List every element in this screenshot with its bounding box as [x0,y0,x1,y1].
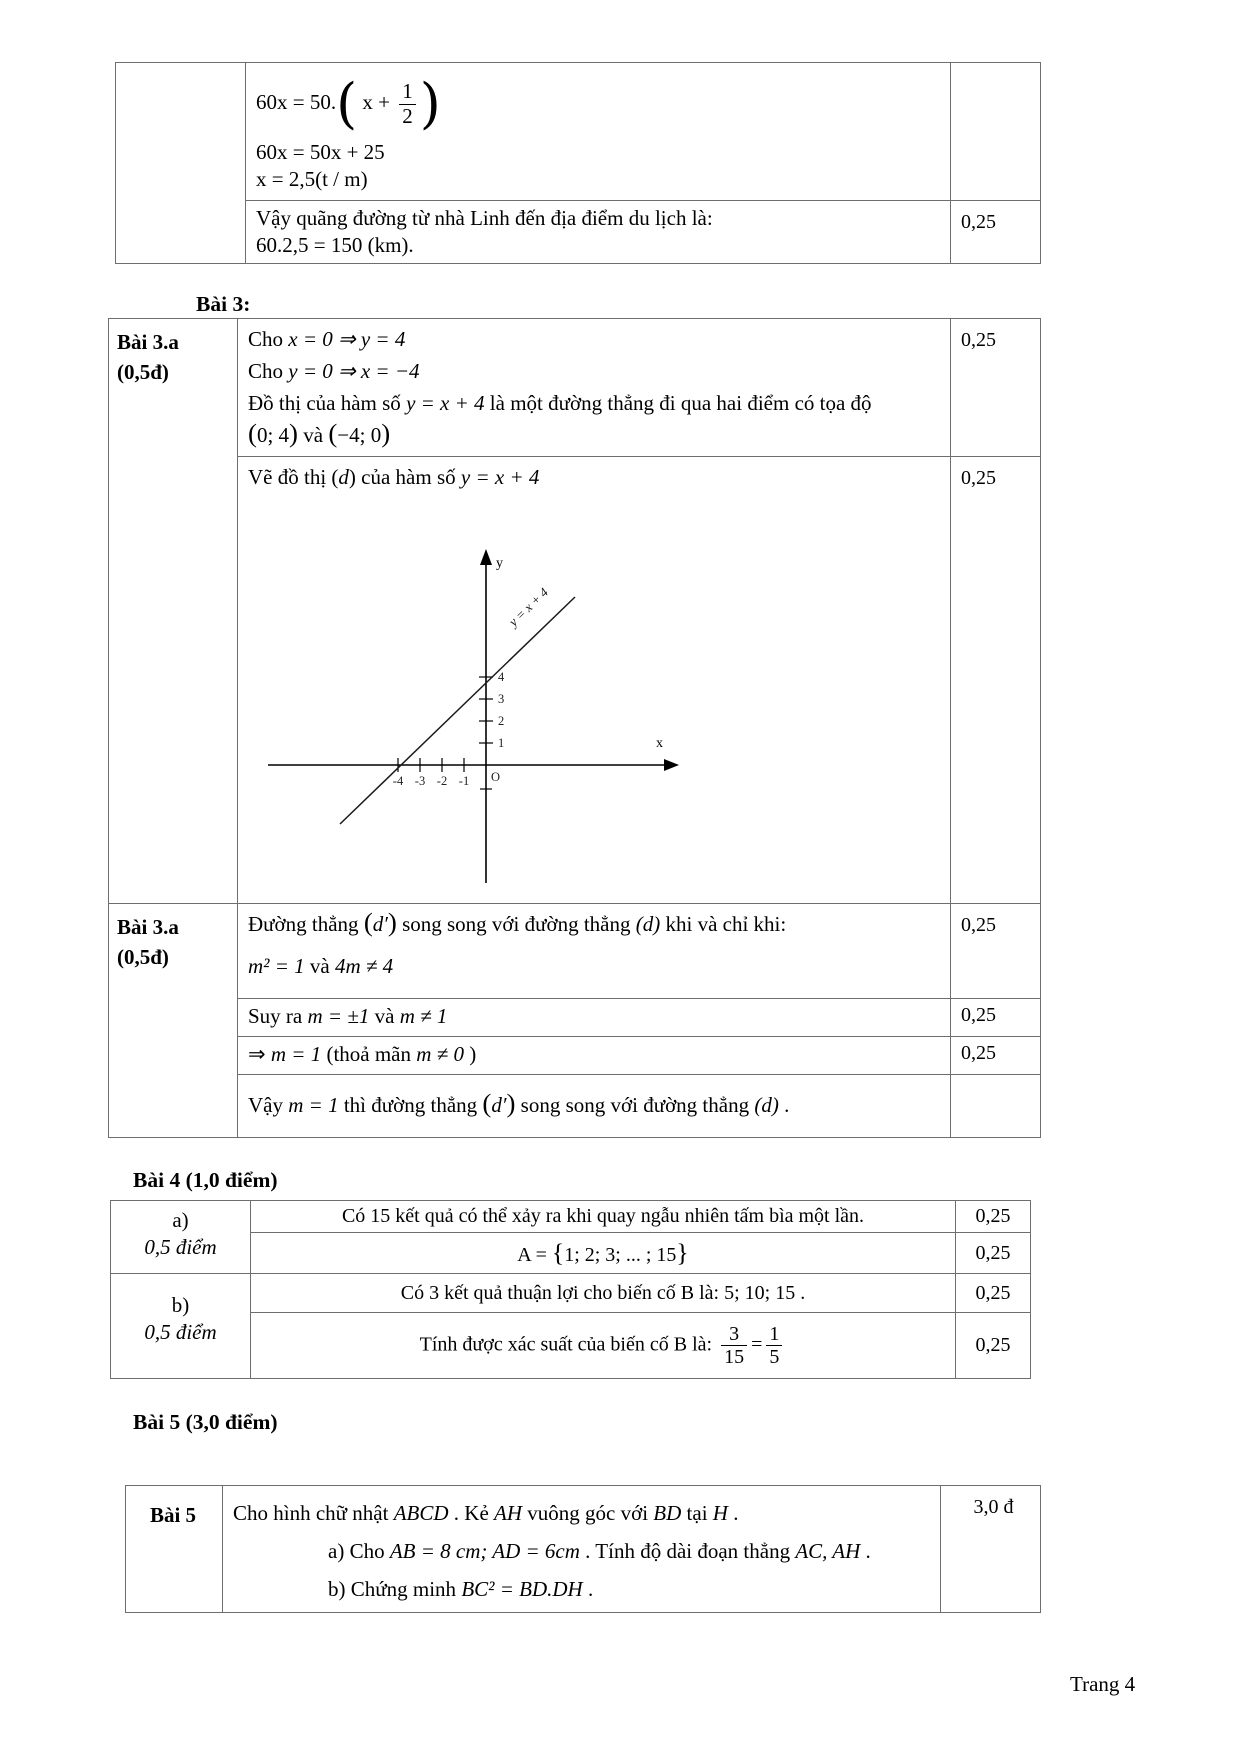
solution-content-cell [238,1075,951,1138]
solution-table-continuation [115,62,1041,264]
text-segment: Có 15 kết quả có thể xảy ra khi quay ngẫu nhiên tấm bìa một lần. [341,1205,865,1227]
bai4a-label-cell [111,1201,251,1274]
fraction-denominator: 5 [766,1345,782,1368]
score-cell: 0,25 [956,1274,1031,1313]
y-tick-label: 2 [498,714,505,728]
function-graph [248,497,688,889]
problem-content-cell [223,1486,941,1613]
fraction-numerator: 1 [402,79,413,104]
equation-line: x = 2,5(t / m) [256,167,368,191]
bai3b-label-cell [109,904,238,1138]
solution-content-cell [251,1233,956,1274]
empty-label-cell [116,63,246,264]
solution-line [259,1205,947,1228]
text-segment: m² = 1 [248,954,305,978]
fraction [766,1323,782,1369]
text-segment: và [369,1004,400,1028]
solution-line [248,355,940,387]
bai5-label-cell: Bài 5 [126,1486,223,1613]
text-segment: . Kẻ [448,1501,495,1525]
fraction-denominator: 2 [399,104,416,129]
solution-line [248,323,940,355]
text-segment: m ≠ 1 [399,1004,448,1028]
fraction-numerator: 1 [769,1322,780,1345]
text-segment: ( [248,418,257,448]
solution-content-cell [251,1313,956,1379]
table-row [111,1274,1031,1313]
text-segment: và [304,954,335,978]
text-segment: Có 3 kết quả thuận lợi cho biến cố B là: [400,1281,725,1304]
solution-content-cell [238,319,951,457]
text-segment: (thoả mãn [321,1042,417,1066]
score-cell [951,1075,1041,1138]
bai3a-label-cell [109,319,238,904]
table-row [126,1486,1041,1613]
fraction [721,1323,747,1369]
fraction-numerator: 3 [729,1322,740,1345]
graph-content-cell [238,457,951,904]
table-row [109,457,1041,904]
text-segment: AC, AH [795,1539,861,1563]
fraction [399,80,416,128]
x-tick-label: -1 [458,774,470,788]
bai4a-points: 0,5 điểm [144,1235,217,1259]
solution-line [248,1089,940,1121]
conclusion-equation: 60.2,5 = 150 (km). [256,233,414,257]
text-segment: . [860,1539,871,1563]
solution-line [248,1041,940,1068]
text-segment: a) Cho [328,1539,390,1563]
score-cell [951,63,1041,201]
page-number: Trang 4 [1070,1672,1136,1696]
table-row [109,904,1041,999]
bai3b-label: Bài 3.a [117,915,179,939]
big-paren-open: ( [336,72,358,136]
text-segment: là một đường thẳng đi qua hai điểm có tọa độ [484,391,872,415]
solution-line [248,908,940,940]
score-cell: 0,25 [951,1037,1041,1075]
text-segment: (d) [635,912,661,936]
text-segment: Vẽ đồ thị ( [248,465,339,489]
x-tick-label: -2 [436,774,448,788]
text-segment: BC² = BD.DH [461,1577,583,1601]
text-segment: d [338,465,349,489]
x-axis-label: x [656,736,663,751]
equation-text: 60x = 50. [256,90,337,114]
text-segment: b) Chứng minh [328,1577,462,1601]
text-segment: ( [328,418,338,448]
text-segment: khi và chỉ khi: [660,912,787,936]
text-segment: 0; 4 [256,423,290,447]
equation-line [256,67,940,139]
score-cell: 0,25 [951,201,1041,264]
bai4b-label: b) [171,1293,190,1317]
text-segment: ) [387,907,397,937]
text-segment: ) [506,1088,516,1118]
bai4-table [110,1200,1031,1379]
y-tick-label: 1 [498,736,505,750]
solution-content-cell [251,1201,956,1233]
bai5-table [125,1485,1041,1613]
score-cell: 0,25 [951,999,1041,1037]
probability-text: Tính được xác suất của biến cố B là: [419,1333,718,1356]
function-line-label: y = x + 4 [505,584,552,630]
solution-line [248,419,940,451]
text-segment: . [582,1577,594,1601]
text-segment: vuông góc với [522,1501,654,1525]
score-cell: 0,25 [956,1313,1031,1379]
table-row [116,201,1041,264]
text-segment: ⇒ [248,1042,271,1066]
text-segment: −4; 0 [337,423,382,447]
solution-content-cell [238,1037,951,1075]
text-segment: AH [494,1501,523,1525]
problem-line [233,1570,930,1608]
solution-line [248,1003,940,1030]
bai4a-label: a) [172,1208,189,1232]
y-tick-label: 3 [498,692,505,706]
solution-content-cell [251,1274,956,1313]
x-axis-arrow [664,759,679,771]
problem-line [233,1494,930,1532]
text-segment: } [676,1237,689,1267]
bai4b-points: 0,5 điểm [144,1320,217,1344]
conclusion-text: Vậy quãng đường từ nhà Linh đến địa điểm du lịch là: [256,206,713,230]
table-row [111,1201,1031,1233]
text-segment: Đồ thị của hàm số [248,391,407,415]
y-axis-arrow [480,549,492,565]
text-segment: Đường thẳng [248,912,364,936]
solution-line [248,461,940,493]
text-segment: ( [482,1088,492,1118]
text-segment: BD [653,1501,682,1525]
score-cell: 0,25 [951,457,1041,904]
y-tick-label: 4 [498,670,505,684]
text-segment: Suy ra [248,1004,308,1028]
text-segment: . [727,1501,739,1525]
bai3a-label: Bài 3.a [117,330,179,354]
fraction-denominator: 15 [721,1345,747,1368]
equation-text: x + [357,90,396,114]
solution-content-cell [246,63,951,201]
solution-line [259,1237,947,1267]
origin-label: O [491,770,501,784]
equals-sign: = [751,1333,763,1356]
text-segment: Cho [248,327,289,351]
x-tick-label: -4 [392,774,404,788]
bai3b-points: (0,5đ) [117,945,169,969]
text-segment: 1; 2; 3; ... ; 15 [564,1243,677,1266]
equation-line: 60x = 50x + 25 [256,140,385,164]
table-row [116,63,1041,201]
text-segment: . [778,1093,790,1117]
score-cell: 0,25 [951,319,1041,457]
bai5-heading: Bài 5 (3,0 điểm) [133,1410,278,1434]
score-cell: 0,25 [956,1201,1031,1233]
score-cell: 3,0 đ [941,1486,1041,1613]
text-segment: . Tính độ dài đoạn thẳng [579,1539,796,1563]
table-row [109,1075,1041,1138]
text-segment: Vậy [248,1093,289,1117]
text-segment: AB = 8 cm; AD = 6cm [389,1539,580,1563]
solution-content-cell [238,999,951,1037]
text-segment: thì đường thẳng [338,1093,483,1117]
text-segment: ) [463,1042,477,1066]
x-tick-label: -3 [414,774,426,788]
text-segment: { [551,1237,565,1267]
text-segment: d′ [491,1093,507,1117]
text-segment: Cho hình chữ nhật [233,1501,394,1525]
table-row [109,1037,1041,1075]
solution-content-cell [238,904,951,999]
text-segment: m = ±1 [307,1004,370,1028]
text-segment: m = 1 [270,1042,322,1066]
table-row [109,319,1041,457]
solution-line [248,950,940,982]
text-segment: H [712,1501,728,1525]
text-segment: y = 0 ⇒ x = −4 [288,359,420,383]
text-segment: ( [363,907,373,937]
text-segment: tại [681,1501,713,1525]
text-segment: Cho [248,359,289,383]
text-segment: . [795,1281,806,1304]
score-cell: 0,25 [956,1233,1031,1274]
text-segment: y = x + 4 [406,391,485,415]
text-segment: m = 1 [288,1093,339,1117]
text-segment: y = x + 4 [460,465,540,489]
problem-line [233,1532,930,1570]
solution-content-cell [246,201,951,264]
bai4b-label-cell [111,1274,251,1379]
bai3-heading: Bài 3: [196,292,251,316]
text-segment: song song với đường thẳng [396,912,636,936]
text-segment: và [298,423,329,447]
y-axis-label: y [496,556,503,571]
big-paren-close: ) [419,72,441,136]
bai3a-points: (0,5đ) [117,360,169,384]
text-segment: A = [517,1243,552,1266]
text-segment: (d) [754,1093,779,1117]
text-segment: ) của hàm số [348,465,461,489]
function-line-y-equals-x-plus-4 [340,597,575,824]
text-segment: ABCD [393,1501,449,1525]
score-cell: 0,25 [951,904,1041,999]
bai3-table [108,318,1041,1138]
text-segment: ) [289,418,298,448]
text-segment: d′ [372,912,388,936]
probability-line [259,1323,947,1369]
text-segment: 4m ≠ 4 [334,954,394,978]
bai4-heading: Bài 4 (1,0 điểm) [133,1168,278,1192]
table-row [109,999,1041,1037]
solution-line [248,387,940,419]
text-segment: ) [381,418,391,448]
text-segment: x = 0 ⇒ y = 4 [288,327,406,351]
solution-line [259,1282,947,1305]
text-segment: song song với đường thẳng [515,1093,755,1117]
text-segment: m ≠ 0 [416,1042,464,1066]
text-segment: 5; 10; 15 [724,1281,796,1304]
